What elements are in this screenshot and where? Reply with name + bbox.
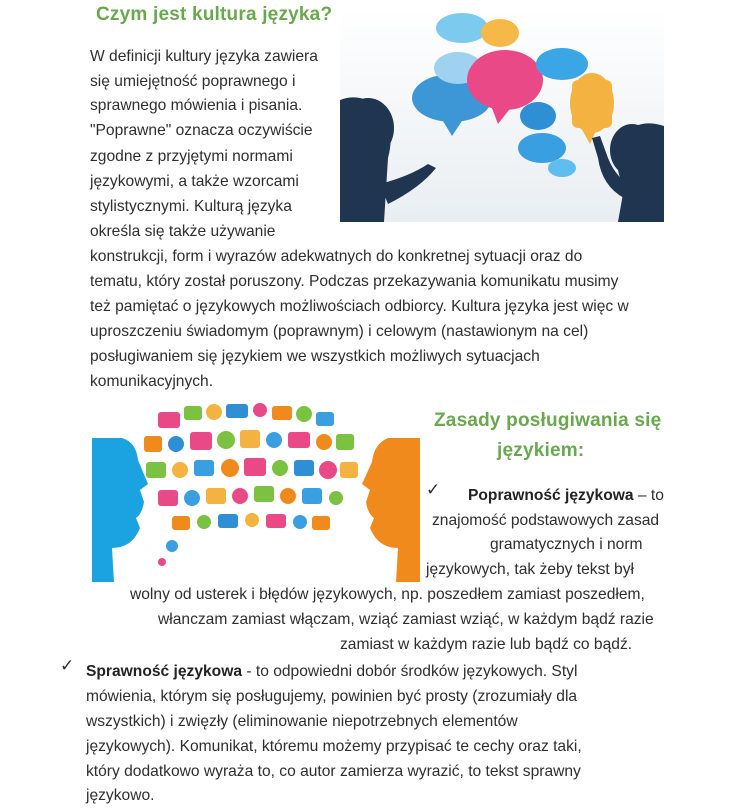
check-icon: ✓	[426, 480, 441, 499]
paragraph-line: sprawnego mówienia i pisania.	[90, 97, 303, 114]
section-heading-culture: Czym jest kultura języka?	[96, 4, 333, 25]
speech-bubble	[467, 50, 543, 110]
term-fluency: Sprawność językowa	[86, 663, 242, 680]
check-icon: ✓	[60, 656, 75, 675]
list-item-line: znajomość podstawowych zasad	[432, 512, 660, 529]
list-item-line: zamiast w każdym razie lub bądź co bądź.	[340, 636, 633, 653]
list-item-line: mówienia, którym się posługujemy, powinien być prosty (zrozumiały dla	[86, 688, 578, 705]
list-item-line: gramatycznych i norm	[490, 536, 643, 553]
term-correctness: Poprawność językowa	[468, 487, 634, 504]
paragraph-line: się umiejętność poprawnego i	[90, 73, 296, 90]
list-item-line: włanczam zamiast włączam, wziąć zamiast wziąć, w każdym bądź razie	[158, 611, 654, 628]
list-item-first-line	[86, 660, 577, 684]
icon-cloud	[144, 403, 358, 566]
paragraph-line: językowymi, a także wzorcami	[90, 173, 299, 190]
section-heading-rules-line2: językiem:	[497, 440, 585, 461]
speech-bubble	[548, 159, 576, 177]
speech-bubble	[481, 19, 519, 47]
list-item-line: wolny od usterek i błędów językowych, np. poszedłem zamiast poszedłem,	[130, 586, 645, 603]
communication-illustration	[92, 398, 420, 582]
paragraph-line: stylistycznymi. Kulturą języka	[90, 198, 292, 215]
speech-bubble	[520, 102, 556, 130]
conversation-illustration	[340, 8, 664, 222]
paragraph-line: "Poprawne" oznacza oczywiście	[90, 122, 313, 139]
speech-bubble	[436, 13, 488, 43]
paragraph-line: uproszczeniu świadomym (poprawnym) i celowym (nastawionym na cel)	[90, 323, 589, 340]
list-item-first-line	[468, 484, 664, 508]
term-rest: - to odpowiedni dobór środków językowych. Styl	[242, 663, 578, 680]
paragraph-line: komunikacyjnych.	[90, 373, 214, 390]
orange-head-profile	[362, 438, 420, 582]
speech-bubble	[518, 133, 566, 163]
speech-bubble	[536, 48, 588, 80]
list-item-line: który dodatkowo wyraża to, co autor zamierza wyrazić, to tekst sprawny	[86, 763, 581, 780]
list-item-line: językowo.	[86, 787, 155, 804]
paragraph-line: W definicji kultury języka zawiera	[90, 48, 318, 65]
paragraph-line: też pamiętać o językowych możliwościach odbiorcy. Kultura języka jest więc w	[90, 298, 629, 315]
list-item-line: wszystkich) i zwięzły (eliminowanie niepotrzebnych elementów	[86, 713, 518, 730]
paragraph-line: konstrukcji, form i wyrazów adekwatnych do konkretnej sytuacji oraz do	[90, 248, 583, 265]
term-rest: – to	[633, 487, 664, 504]
paragraph-line: tematu, który został poruszony. Podczas przekazywania komunikatu musimy	[90, 273, 619, 290]
list-item-line: językowych). Komunikat, któremu możemy przypisać te cechy oraz taki,	[86, 738, 582, 755]
list-item-line: językowych, tak żeby tekst był	[426, 561, 634, 578]
blue-head-profile	[92, 438, 148, 582]
paragraph-line: określa się także używanie	[90, 223, 276, 240]
section-heading-rules: Zasady posługiwania się	[434, 410, 662, 431]
paragraph-line: zgodne z przyjętymi normami	[90, 148, 293, 165]
paragraph-line: posługiwaniem się językiem we wszystkich możliwych sytuacjach	[90, 348, 540, 365]
